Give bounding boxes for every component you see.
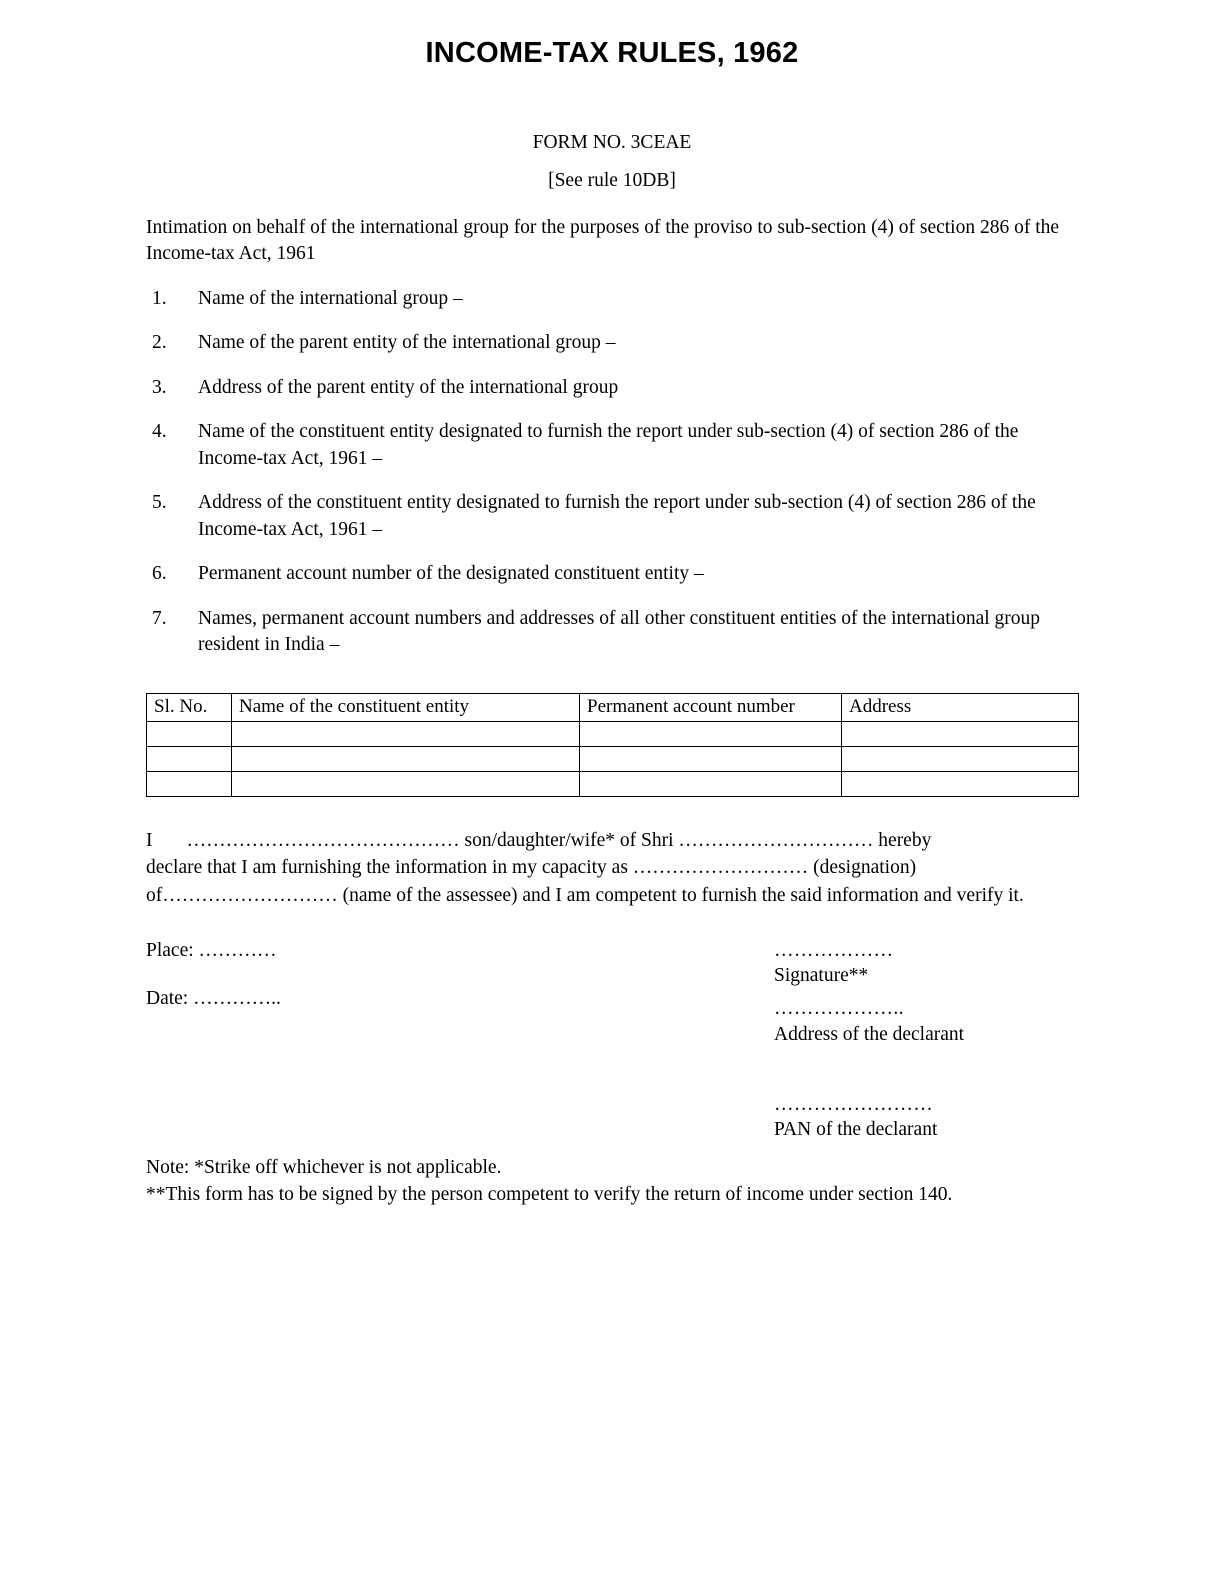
table-body bbox=[147, 721, 1079, 796]
item-text: Permanent account number of the designated constituent entity – bbox=[198, 563, 704, 585]
item-number: 1. bbox=[152, 287, 167, 309]
cell-address[interactable] bbox=[842, 721, 1079, 746]
item-text: Address of the parent entity of the international group bbox=[198, 376, 619, 398]
place-date-column bbox=[146, 938, 566, 1013]
column-header-sl-no: Sl. No. bbox=[147, 693, 232, 721]
declarant-column bbox=[774, 938, 1074, 1143]
address-label: Address of the declarant bbox=[774, 1023, 965, 1045]
item-number: 3. bbox=[152, 376, 167, 398]
signature-zone bbox=[146, 910, 1078, 1141]
list-item bbox=[146, 330, 1078, 357]
cell-sl-no[interactable] bbox=[147, 721, 232, 746]
cell-name[interactable] bbox=[232, 746, 580, 771]
address-dotted-line[interactable]: ……………….. bbox=[774, 998, 904, 1020]
page-title: INCOME-TAX RULES, 1962 bbox=[425, 37, 799, 69]
declaration-line-2: declare that I am furnishing the information in my capacity as ……………………… (designation) bbox=[146, 857, 917, 879]
table-row bbox=[147, 721, 1079, 746]
declarant-address-block bbox=[774, 996, 1074, 1047]
item-text: Name of the international group – bbox=[198, 287, 463, 309]
cell-name[interactable] bbox=[232, 721, 580, 746]
declaration-paragraph bbox=[146, 797, 1078, 910]
item-number: 2. bbox=[152, 332, 167, 354]
note-strike-off: Note: *Strike off whichever is not applicable. bbox=[146, 1156, 502, 1178]
item-number: 5. bbox=[152, 492, 167, 514]
note-signed-by: **This form has to be signed by the person competent to verify the return of income under section 140. bbox=[146, 1184, 953, 1206]
cell-pan[interactable] bbox=[580, 771, 842, 796]
constituent-entities-table bbox=[146, 693, 1079, 797]
rule-reference: [See rule 10DB] bbox=[548, 170, 676, 192]
column-header-pan: Permanent account number bbox=[580, 693, 842, 721]
signature-dotted-line[interactable]: ……………… bbox=[774, 939, 894, 961]
place-field[interactable]: Place: ………… bbox=[146, 939, 277, 961]
table-header bbox=[147, 693, 1079, 721]
intro-paragraph: Intimation on behalf of the international group for the purposes of the proviso to sub-section (4) of section 286 of the Income-tax Act, 1961 bbox=[146, 216, 1060, 265]
cell-sl-no[interactable] bbox=[147, 771, 232, 796]
pan-label: PAN of the declarant bbox=[774, 1119, 938, 1141]
cell-pan[interactable] bbox=[580, 746, 842, 771]
table-row bbox=[147, 746, 1079, 771]
list-item bbox=[146, 606, 1078, 659]
cell-address[interactable] bbox=[842, 771, 1079, 796]
numbered-items-list bbox=[146, 286, 1078, 659]
pan-dotted-line[interactable]: …………………… bbox=[774, 1094, 934, 1116]
form-number: FORM NO. 3CEAE bbox=[532, 131, 692, 153]
list-item bbox=[146, 561, 1078, 588]
spacer bbox=[774, 988, 1074, 996]
item-text: Address of the constituent entity designated to furnish the report under sub-section (4) of section 286 of the Income-tax Act, 1961 – bbox=[198, 492, 1036, 540]
signature-block bbox=[774, 938, 1074, 989]
declarant-pan-block bbox=[774, 1092, 1074, 1143]
declaration-line-3: of……………………… (name of the assessee) and I am competent to furnish the said information and verify it. bbox=[146, 885, 1024, 907]
cell-address[interactable] bbox=[842, 746, 1079, 771]
signature-label: Signature** bbox=[774, 965, 869, 987]
constituent-entities-table-wrapper bbox=[146, 659, 1078, 797]
cell-name[interactable] bbox=[232, 771, 580, 796]
spacer bbox=[774, 1047, 1074, 1092]
date-field[interactable]: Date: ………….. bbox=[146, 988, 281, 1010]
cell-sl-no[interactable] bbox=[147, 746, 232, 771]
item-number: 7. bbox=[152, 607, 167, 629]
item-number: 6. bbox=[152, 563, 167, 585]
column-header-address: Address bbox=[842, 693, 1079, 721]
item-text: Names, permanent account numbers and addresses of all other constituent entities of the international group resident in India – bbox=[198, 607, 1041, 656]
item-text: Name of the parent entity of the international group – bbox=[198, 332, 616, 354]
list-item bbox=[146, 490, 1078, 543]
list-item bbox=[146, 375, 1078, 402]
table-header-row bbox=[147, 693, 1079, 721]
declaration-line-1: I …………………………………… son/daughter/wife* of Shri ………………………… hereby bbox=[146, 829, 932, 851]
list-item bbox=[146, 286, 1078, 313]
cell-pan[interactable] bbox=[580, 721, 842, 746]
table-row bbox=[147, 771, 1079, 796]
item-number: 4. bbox=[152, 421, 167, 443]
list-item bbox=[146, 419, 1078, 472]
column-header-name: Name of the constituent entity bbox=[232, 693, 580, 721]
item-text: Name of the constituent entity designated to furnish the report under sub-section (4) of section 286 of the Income-tax Act, 1961 – bbox=[198, 421, 1019, 469]
